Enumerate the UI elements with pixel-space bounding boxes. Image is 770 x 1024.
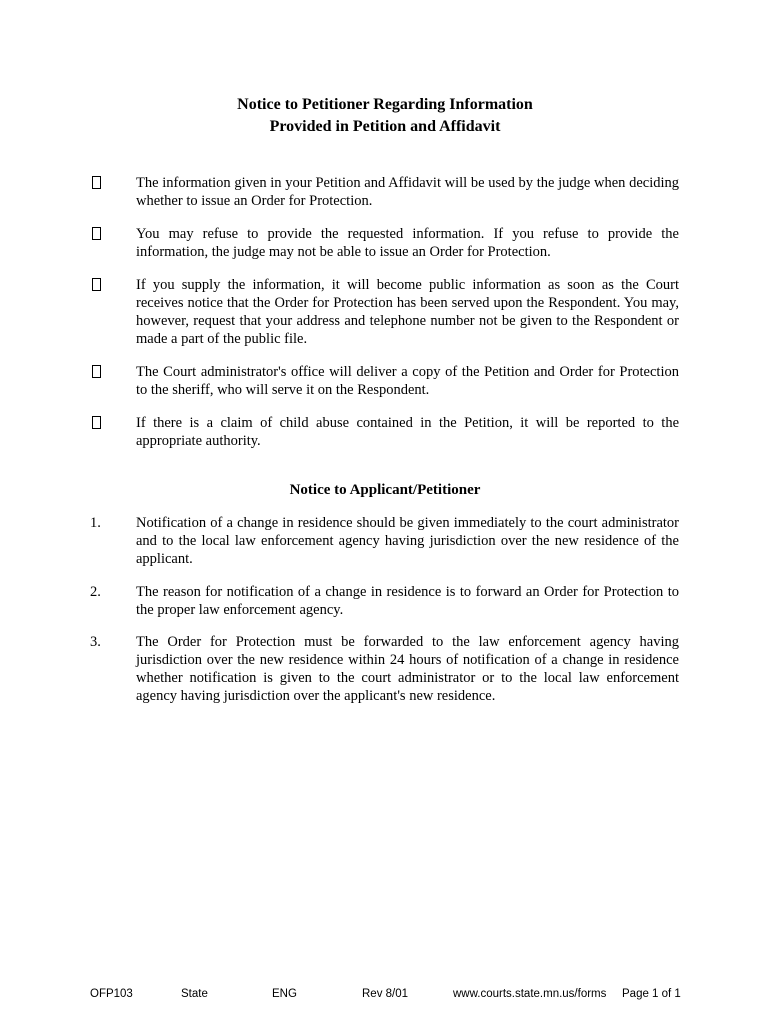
- item-number: 3.: [90, 634, 101, 650]
- numbered-text-1: Notification of a change in residence should be given immediately to the court administrator and to the local law enforcement agency having jurisdiction over the new residence of the applicant.: [136, 515, 679, 567]
- bullet-text-5: If there is a claim of child abuse contained in the Petition, it will be reported to the appropriate authority.: [136, 415, 679, 449]
- numbered-text-2: The reason for notification of a change in residence is to forward an Order for Protection to the proper law enforcement agency.: [136, 584, 679, 618]
- page-title-line-1: Notice to Petitioner Regarding Information: [237, 96, 533, 113]
- bullet-text-1: The information given in your Petition and Affidavit will be used by the judge when deciding whether to issue an Order for Protection.: [136, 175, 679, 209]
- page-title-line-2: Provided in Petition and Affidavit: [269, 118, 501, 135]
- footer-form-id: OFP103: [90, 988, 133, 1000]
- bullet-text-2: You may refuse to provide the requested information. If you refuse to provide the information, the judge may not be able to issue an Order for Protection.: [136, 226, 679, 260]
- checkbox-icon: [92, 227, 101, 240]
- checkbox-icon: [92, 278, 101, 291]
- footer-page-number: Page 1 of 1: [622, 988, 681, 1000]
- item-number: 1.: [90, 515, 101, 531]
- footer-language: ENG: [272, 988, 297, 1000]
- footer-revision: Rev 8/01: [362, 988, 409, 1000]
- numbered-text-3: The Order for Protection must be forwarded to the law enforcement agency having jurisdiction over the new residence within 24 hours of notification of a change in residence whether notification is given to the court administrator or to the local law enforcement agency having jurisdiction over the applicant's new residence.: [136, 634, 679, 704]
- bullet-text-4: The Court administrator's office will deliver a copy of the Petition and Order for Protection to the sheriff, who will serve it on the Respondent.: [136, 364, 679, 398]
- checkbox-icon: [92, 365, 101, 378]
- checkbox-icon: [92, 176, 101, 189]
- footer-jurisdiction: State: [181, 988, 208, 1000]
- checkbox-icon: [92, 416, 101, 429]
- section-subtitle: Notice to Applicant/Petitioner: [289, 482, 481, 498]
- footer-url[interactable]: www.courts.state.mn.us/forms: [453, 988, 607, 1000]
- item-number: 2.: [90, 584, 101, 600]
- bullet-text-3: If you supply the information, it will become public information as soon as the Court receives notice that the Order for Protection has been served upon the Respondent. You may, however, request that your address and telephone number not be given to the Respondent or made a part of the public file.: [136, 277, 679, 347]
